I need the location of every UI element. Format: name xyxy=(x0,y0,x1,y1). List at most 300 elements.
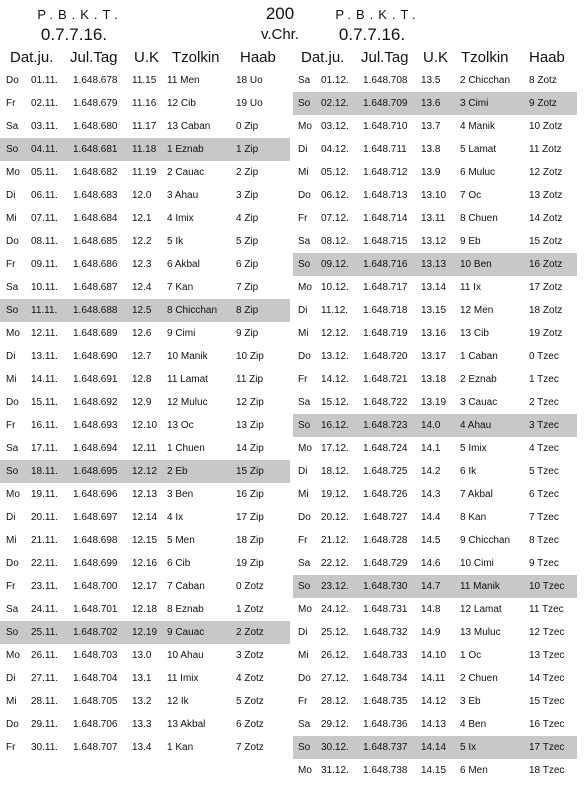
uk-cell: 12.12 xyxy=(132,466,158,477)
table-row xyxy=(0,414,290,437)
table-row xyxy=(293,690,577,713)
weekday-cell: Do xyxy=(298,673,311,684)
tzolkin-cell: 4 Ix xyxy=(167,512,184,523)
tzolkin-cell: 12 Men xyxy=(460,305,494,316)
date-cell: 10.12. xyxy=(321,282,349,293)
julian-day-cell: 1.648.679 xyxy=(73,98,118,109)
julian-day-cell: 1.648.691 xyxy=(73,374,118,385)
julian-day-cell: 1.648.692 xyxy=(73,397,118,408)
uk-cell: 14.12 xyxy=(421,696,447,707)
haab-cell: 17 Tzec xyxy=(529,742,565,753)
weekday-cell: Sa xyxy=(6,443,19,454)
weekday-cell: Mi xyxy=(298,650,309,661)
haab-cell: 10 Zip xyxy=(236,351,264,362)
header-haab: Haab xyxy=(240,49,276,66)
table-row xyxy=(293,322,577,345)
julian-day-cell: 1.648.722 xyxy=(363,397,408,408)
haab-cell: 17 Zotz xyxy=(529,282,563,293)
julian-day-cell: 1.648.713 xyxy=(363,190,408,201)
haab-cell: 18 Zip xyxy=(236,535,264,546)
weekday-cell: Fr xyxy=(6,98,16,109)
date-cell: 12.12. xyxy=(321,328,349,339)
uk-cell: 14.4 xyxy=(421,512,441,523)
haab-cell: 5 Zip xyxy=(236,236,259,247)
date-cell: 11.12. xyxy=(321,305,349,316)
tzolkin-cell: 6 Muluc xyxy=(460,167,496,178)
julian-day-cell: 1.648.690 xyxy=(73,351,118,362)
header-dat-ju: Dat.ju. xyxy=(301,49,345,66)
weekday-cell: Sa xyxy=(6,604,19,615)
julian-day-cell: 1.648.734 xyxy=(363,673,408,684)
weekday-cell: Mi xyxy=(298,328,309,339)
haab-cell: 1 Zip xyxy=(236,144,259,155)
tzolkin-cell: 5 Imix xyxy=(460,443,487,454)
date-cell: 19.12. xyxy=(321,489,349,500)
julian-day-cell: 1.648.686 xyxy=(73,259,118,270)
tzolkin-cell: 4 Imix xyxy=(167,213,194,224)
table-row xyxy=(0,667,290,690)
tzolkin-cell: 13 Cib xyxy=(460,328,489,339)
julian-day-cell: 1.648.678 xyxy=(73,75,118,86)
haab-cell: 2 Zotz xyxy=(236,627,264,638)
table-row xyxy=(0,207,290,230)
tzolkin-cell: 1 Chuen xyxy=(167,443,205,454)
tzolkin-cell: 10 Ben xyxy=(460,259,492,270)
table-row xyxy=(293,621,577,644)
uk-cell: 13.6 xyxy=(421,98,441,109)
julian-day-cell: 1.648.703 xyxy=(73,650,118,661)
weekday-cell: So xyxy=(298,98,311,109)
tzolkin-cell: 8 Kan xyxy=(460,512,487,523)
julian-day-cell: 1.648.701 xyxy=(73,604,118,615)
left-column-headers xyxy=(0,47,290,69)
tzolkin-cell: 5 Ik xyxy=(167,236,184,247)
uk-cell: 13.16 xyxy=(421,328,447,339)
date-cell: 18.12. xyxy=(321,466,349,477)
uk-cell: 14.15 xyxy=(421,765,447,776)
tzolkin-cell: 3 Ben xyxy=(167,489,194,500)
weekday-cell: Fr xyxy=(6,259,16,270)
haab-cell: 7 Zip xyxy=(236,282,259,293)
haab-cell: 0 Tzec xyxy=(529,351,559,362)
uk-cell: 11.18 xyxy=(132,144,157,155)
table-row xyxy=(0,184,290,207)
table-row xyxy=(293,736,577,759)
uk-cell: 13.13 xyxy=(421,259,447,270)
tzolkin-cell: 3 Cauac xyxy=(460,397,498,408)
tzolkin-cell: 3 Eb xyxy=(460,696,481,707)
uk-cell: 13.10 xyxy=(421,190,447,201)
haab-cell: 4 Tzec xyxy=(529,443,559,454)
tzolkin-cell: 5 Men xyxy=(167,535,195,546)
tzolkin-cell: 11 Ix xyxy=(460,282,481,293)
haab-cell: 1 Zotz xyxy=(236,604,264,615)
date-cell: 02.11. xyxy=(31,98,59,109)
table-row xyxy=(0,598,290,621)
julian-day-cell: 1.648.726 xyxy=(363,489,408,500)
haab-cell: 19 Zotz xyxy=(529,328,563,339)
julian-day-cell: 1.648.695 xyxy=(73,466,118,477)
weekday-cell: Fr xyxy=(6,742,16,753)
julian-day-cell: 1.648.720 xyxy=(363,351,408,362)
uk-cell: 13.12 xyxy=(421,236,447,247)
weekday-cell: Mo xyxy=(6,328,20,339)
haab-cell: 8 Zip xyxy=(236,305,259,316)
table-row xyxy=(293,184,577,207)
uk-cell: 13.4 xyxy=(132,742,152,753)
uk-cell: 14.3 xyxy=(421,489,441,500)
tzolkin-cell: 7 Oc xyxy=(460,190,482,201)
header-jul-tag: Jul.Tag xyxy=(361,49,409,66)
tzolkin-cell: 9 Cauac xyxy=(167,627,205,638)
weekday-cell: Sa xyxy=(6,121,19,132)
uk-cell: 11.16 xyxy=(132,98,157,109)
haab-cell: 3 Zip xyxy=(236,190,259,201)
julian-day-cell: 1.648.719 xyxy=(363,328,408,339)
date-cell: 07.11. xyxy=(31,213,59,224)
tzolkin-cell: 2 Chuen xyxy=(460,673,498,684)
header-uk: U.K xyxy=(423,49,449,66)
julian-day-cell: 1.648.699 xyxy=(73,558,118,569)
table-row xyxy=(0,322,290,345)
haab-cell: 18 Tzec xyxy=(529,765,565,776)
weekday-cell: Di xyxy=(6,190,16,201)
uk-cell: 13.3 xyxy=(132,719,152,730)
weekday-cell: So xyxy=(298,259,311,270)
table-row xyxy=(293,345,577,368)
tzolkin-cell: 2 Chicchan xyxy=(460,75,511,86)
date-cell: 15.12. xyxy=(321,397,349,408)
uk-cell: 12.18 xyxy=(132,604,158,615)
julian-day-cell: 1.648.718 xyxy=(363,305,408,316)
table-row xyxy=(0,161,290,184)
weekday-cell: Fr xyxy=(298,374,308,385)
uk-cell: 13.9 xyxy=(421,167,441,178)
haab-cell: 8 Tzec xyxy=(529,535,559,546)
weekday-cell: Mo xyxy=(298,765,312,776)
date-cell: 22.11. xyxy=(31,558,59,569)
table-row xyxy=(293,161,577,184)
weekday-cell: Sa xyxy=(298,719,311,730)
left-version: 0.7.7.16. xyxy=(40,25,108,44)
weekday-cell: So xyxy=(298,742,311,753)
haab-cell: 19 Zip xyxy=(236,558,264,569)
weekday-cell: Do xyxy=(6,75,19,86)
haab-cell: 5 Tzec xyxy=(529,466,559,477)
weekday-cell: Sa xyxy=(298,75,311,86)
weekday-cell: Mo xyxy=(298,121,312,132)
table-row xyxy=(0,690,290,713)
weekday-cell: Do xyxy=(6,397,19,408)
julian-day-cell: 1.648.683 xyxy=(73,190,118,201)
date-cell: 19.11. xyxy=(31,489,59,500)
tzolkin-cell: 4 Manik xyxy=(460,121,496,132)
julian-day-cell: 1.648.707 xyxy=(73,742,118,753)
tzolkin-cell: 2 Cauac xyxy=(167,167,205,178)
date-cell: 25.12. xyxy=(321,627,349,638)
julian-day-cell: 1.648.717 xyxy=(363,282,408,293)
table-row xyxy=(0,115,290,138)
date-cell: 20.11. xyxy=(31,512,59,523)
julian-day-cell: 1.648.693 xyxy=(73,420,118,431)
tzolkin-cell: 2 Eznab xyxy=(460,374,497,385)
table-row xyxy=(293,368,577,391)
date-cell: 31.12. xyxy=(321,765,349,776)
haab-cell: 1 Tzec xyxy=(529,374,559,385)
table-row xyxy=(293,644,577,667)
haab-cell: 4 Zotz xyxy=(236,673,264,684)
haab-cell: 18 Uo xyxy=(236,75,263,86)
tzolkin-cell: 1 Eznab xyxy=(167,144,204,155)
weekday-cell: Do xyxy=(298,512,311,523)
uk-cell: 14.0 xyxy=(421,420,441,431)
julian-day-cell: 1.648.684 xyxy=(73,213,118,224)
table-row xyxy=(293,759,577,782)
uk-cell: 14.13 xyxy=(421,719,447,730)
date-cell: 07.12. xyxy=(321,213,349,224)
date-cell: 04.11. xyxy=(31,144,59,155)
uk-cell: 13.17 xyxy=(421,351,447,362)
table-row xyxy=(293,115,577,138)
uk-cell: 14.2 xyxy=(421,466,441,477)
tzolkin-cell: 13 Caban xyxy=(167,121,211,132)
uk-cell: 12.9 xyxy=(132,397,152,408)
julian-day-cell: 1.648.721 xyxy=(363,374,408,385)
table-row xyxy=(293,69,577,92)
uk-cell: 12.10 xyxy=(132,420,158,431)
tzolkin-cell: 12 Muluc xyxy=(167,397,208,408)
table-row xyxy=(293,92,577,115)
date-cell: 13.12. xyxy=(321,351,349,362)
tzolkin-cell: 12 Lamat xyxy=(460,604,502,615)
haab-cell: 10 Tzec xyxy=(529,581,565,592)
haab-cell: 13 Tzec xyxy=(529,650,565,661)
date-cell: 09.12. xyxy=(321,259,349,270)
date-cell: 28.11. xyxy=(31,696,59,707)
tzolkin-cell: 5 Lamat xyxy=(460,144,497,155)
uk-cell: 11.19 xyxy=(132,167,157,178)
table-row xyxy=(0,437,290,460)
tzolkin-cell: 8 Chuen xyxy=(460,213,498,224)
tzolkin-cell: 7 Caban xyxy=(167,581,205,592)
uk-cell: 13.11 xyxy=(421,213,446,224)
julian-day-cell: 1.648.714 xyxy=(363,213,408,224)
date-cell: 26.12. xyxy=(321,650,349,661)
tzolkin-cell: 6 Akbal xyxy=(167,259,200,270)
haab-cell: 15 Tzec xyxy=(529,696,565,707)
weekday-cell: Do xyxy=(6,719,19,730)
haab-cell: 11 Tzec xyxy=(529,604,564,615)
julian-day-cell: 1.648.737 xyxy=(363,742,408,753)
haab-cell: 9 Zip xyxy=(236,328,259,339)
table-row xyxy=(0,368,290,391)
uk-cell: 13.0 xyxy=(132,650,152,661)
weekday-cell: Di xyxy=(298,305,308,316)
uk-cell: 12.16 xyxy=(132,558,158,569)
table-row xyxy=(0,736,290,759)
date-cell: 06.12. xyxy=(321,190,349,201)
julian-day-cell: 1.648.738 xyxy=(363,765,408,776)
julian-day-cell: 1.648.725 xyxy=(363,466,408,477)
table-row xyxy=(293,529,577,552)
julian-day-cell: 1.648.706 xyxy=(73,719,118,730)
julian-day-cell: 1.648.702 xyxy=(73,627,118,638)
haab-cell: 6 Zip xyxy=(236,259,259,270)
weekday-cell: Di xyxy=(6,351,16,362)
julian-day-cell: 1.648.727 xyxy=(363,512,408,523)
julian-day-cell: 1.648.698 xyxy=(73,535,118,546)
weekday-cell: Do xyxy=(298,190,311,201)
era-label: v.Chr. xyxy=(260,26,300,43)
date-cell: 13.11. xyxy=(31,351,59,362)
date-cell: 03.12. xyxy=(321,121,349,132)
uk-cell: 12.7 xyxy=(132,351,152,362)
weekday-cell: Fr xyxy=(6,420,16,431)
uk-cell: 14.10 xyxy=(421,650,447,661)
weekday-cell: Sa xyxy=(298,236,311,247)
date-cell: 10.11. xyxy=(31,282,59,293)
julian-day-cell: 1.648.694 xyxy=(73,443,118,454)
tzolkin-cell: 3 Ahau xyxy=(167,190,199,201)
date-cell: 23.11. xyxy=(31,581,59,592)
julian-day-cell: 1.648.724 xyxy=(363,443,408,454)
table-row xyxy=(0,621,290,644)
date-cell: 24.11. xyxy=(31,604,59,615)
weekday-cell: So xyxy=(6,144,19,155)
date-cell: 22.12. xyxy=(321,558,349,569)
haab-cell: 9 Tzec xyxy=(529,558,559,569)
julian-day-cell: 1.648.715 xyxy=(363,236,408,247)
date-cell: 29.12. xyxy=(321,719,349,730)
table-row xyxy=(293,483,577,506)
uk-cell: 13.2 xyxy=(132,696,152,707)
table-row xyxy=(0,529,290,552)
uk-cell: 11.17 xyxy=(132,121,157,132)
date-cell: 01.12. xyxy=(321,75,349,86)
table-row xyxy=(0,92,290,115)
date-cell: 12.11. xyxy=(31,328,59,339)
date-cell: 24.12. xyxy=(321,604,349,615)
uk-cell: 14.7 xyxy=(421,581,441,592)
julian-day-cell: 1.648.730 xyxy=(363,581,408,592)
julian-day-cell: 1.648.704 xyxy=(73,673,118,684)
date-cell: 04.12. xyxy=(321,144,349,155)
julian-day-cell: 1.648.705 xyxy=(73,696,118,707)
weekday-cell: Mo xyxy=(298,604,312,615)
haab-cell: 9 Zotz xyxy=(529,98,557,109)
date-cell: 06.11. xyxy=(31,190,59,201)
uk-cell: 13.8 xyxy=(421,144,441,155)
tzolkin-cell: 10 Ahau xyxy=(167,650,204,661)
tzolkin-cell: 11 Lamat xyxy=(167,374,208,385)
uk-cell: 12.2 xyxy=(132,236,152,247)
weekday-cell: Di xyxy=(298,144,308,155)
uk-cell: 13.7 xyxy=(421,121,441,132)
haab-cell: 10 Zotz xyxy=(529,121,563,132)
date-cell: 20.12. xyxy=(321,512,349,523)
uk-cell: 14.1 xyxy=(421,443,441,454)
julian-day-cell: 1.648.697 xyxy=(73,512,118,523)
julian-day-cell: 1.648.732 xyxy=(363,627,408,638)
tzolkin-cell: 1 Kan xyxy=(167,742,194,753)
date-cell: 15.11. xyxy=(31,397,59,408)
table-row xyxy=(293,460,577,483)
date-cell: 23.12. xyxy=(321,581,349,592)
uk-cell: 13.1 xyxy=(132,673,152,684)
haab-cell: 8 Zotz xyxy=(529,75,557,86)
julian-day-cell: 1.648.736 xyxy=(363,719,408,730)
tzolkin-cell: 12 Cib xyxy=(167,98,196,109)
date-cell: 05.11. xyxy=(31,167,59,178)
table-row xyxy=(293,253,577,276)
weekday-cell: Fr xyxy=(298,213,308,224)
tzolkin-cell: 13 Oc xyxy=(167,420,194,431)
tzolkin-cell: 11 Imix xyxy=(167,673,199,684)
haab-cell: 6 Tzec xyxy=(529,489,559,500)
tzolkin-cell: 1 Caban xyxy=(460,351,498,362)
julian-day-cell: 1.648.708 xyxy=(363,75,408,86)
julian-day-cell: 1.648.723 xyxy=(363,420,408,431)
date-cell: 27.12. xyxy=(321,673,349,684)
haab-cell: 5 Zotz xyxy=(236,696,264,707)
uk-cell: 13.14 xyxy=(421,282,447,293)
table-row xyxy=(0,575,290,598)
weekday-cell: Mi xyxy=(6,696,17,707)
uk-cell: 14.9 xyxy=(421,627,441,638)
tzolkin-cell: 10 Manik xyxy=(167,351,208,362)
table-row xyxy=(293,506,577,529)
haab-cell: 13 Zip xyxy=(236,420,264,431)
date-cell: 03.11. xyxy=(31,121,59,132)
weekday-cell: Fr xyxy=(298,535,308,546)
haab-cell: 4 Zip xyxy=(236,213,259,224)
haab-cell: 0 Zotz xyxy=(236,581,264,592)
haab-cell: 12 Zip xyxy=(236,397,264,408)
weekday-cell: So xyxy=(298,581,311,592)
weekday-cell: Do xyxy=(6,558,19,569)
julian-day-cell: 1.648.700 xyxy=(73,581,118,592)
uk-cell: 13.5 xyxy=(421,75,441,86)
weekday-cell: Mi xyxy=(6,213,17,224)
haab-cell: 17 Zip xyxy=(236,512,264,523)
uk-cell: 12.11 xyxy=(132,443,157,454)
julian-day-cell: 1.648.731 xyxy=(363,604,408,615)
date-cell: 28.12. xyxy=(321,696,349,707)
uk-cell: 12.4 xyxy=(132,282,152,293)
uk-cell: 12.3 xyxy=(132,259,152,270)
header-dat-ju: Dat.ju. xyxy=(10,49,54,66)
table-row xyxy=(0,138,290,161)
date-cell: 17.12. xyxy=(321,443,349,454)
date-cell: 26.11. xyxy=(31,650,59,661)
haab-cell: 14 Tzec xyxy=(529,673,565,684)
julian-day-cell: 1.648.681 xyxy=(73,144,118,155)
weekday-cell: Sa xyxy=(6,282,19,293)
uk-cell: 14.8 xyxy=(421,604,441,615)
weekday-cell: So xyxy=(298,420,311,431)
haab-cell: 2 Zip xyxy=(236,167,259,178)
date-cell: 17.11. xyxy=(31,443,59,454)
uk-cell: 14.6 xyxy=(421,558,441,569)
weekday-cell: Fr xyxy=(6,581,16,592)
julian-day-cell: 1.648.728 xyxy=(363,535,408,546)
julian-day-cell: 1.648.696 xyxy=(73,489,118,500)
date-cell: 25.11. xyxy=(31,627,59,638)
table-row xyxy=(0,552,290,575)
weekday-cell: Mo xyxy=(6,650,20,661)
table-row xyxy=(293,138,577,161)
uk-cell: 11.15 xyxy=(132,75,157,86)
